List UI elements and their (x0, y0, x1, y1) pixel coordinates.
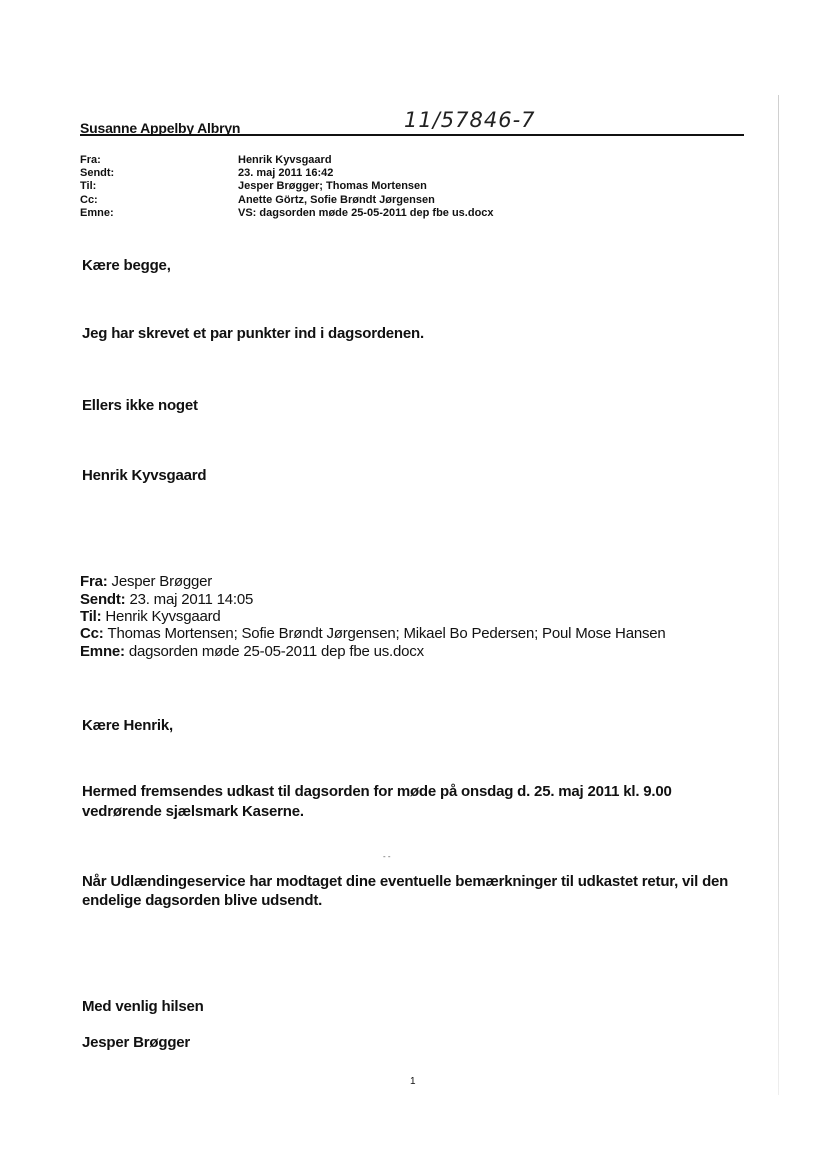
page-number: 1 (410, 1076, 416, 1087)
quoted-subject-value: dagsorden møde 25-05-2011 dep fbe us.docx (128, 643, 424, 660)
meta-from-value: Henrik Kyvsgaard (238, 154, 332, 166)
quoted-para-2-line-2: endelige dagsorden blive udsendt. (82, 892, 323, 909)
reply-signature: Henrik Kyvsgaard (82, 467, 207, 484)
meta-to-label: Til: (80, 180, 97, 192)
quoted-from-value: Jesper Brøgger (111, 573, 213, 590)
quoted-to-label: Til: (80, 608, 106, 625)
header-divider (80, 134, 744, 136)
quoted-to-value: Henrik Kyvsgaard (105, 608, 221, 625)
handwritten-case-number: 11/57846-7 (404, 108, 536, 132)
meta-cc-label: Cc: (80, 194, 98, 206)
scan-speck: - - (383, 852, 391, 861)
quoted-to-row (80, 608, 221, 625)
mailbox-owner-name: Susanne Appelby Albryn (80, 120, 241, 136)
quoted-cc-value: Thomas Mortensen; Sofie Brøndt Jørgensen; Mikael Bo Pedersen; Poul Mose Hansen (107, 625, 666, 642)
quoted-para-1-line-2: vedrørende sjælsmark Kaserne. (82, 803, 304, 820)
reply-line-2: Ellers ikke noget (82, 397, 198, 414)
meta-sent-value: 23. maj 2011 16:42 (238, 167, 334, 179)
quoted-signature: Jesper Brøgger (82, 1034, 191, 1051)
meta-sent-label: Sendt: (80, 167, 115, 179)
meta-cc-value: Anette Görtz, Sofie Brøndt Jørgensen (238, 194, 435, 206)
quoted-subject-row (80, 643, 424, 660)
quoted-from-row (80, 573, 212, 590)
quoted-greeting: Kære Henrik, (82, 717, 173, 734)
quoted-para-1-line-1: Hermed fremsendes udkast til dagsorden for møde på onsdag d. 25. maj 2011 kl. 9.00 (82, 783, 672, 800)
quoted-para-2-line-1: Når Udlændingeservice har modtaget dine eventuelle bemærkninger til udkastet retur, vil den (82, 873, 729, 890)
meta-to-value: Jesper Brøgger; Thomas Mortensen (238, 180, 427, 192)
quoted-subject-label: Emne: (80, 643, 129, 660)
meta-subject-value: VS: dagsorden møde 25-05-2011 dep fbe us.docx (238, 207, 494, 219)
quoted-closing: Med venlig hilsen (82, 998, 204, 1015)
quoted-sent-value: 23. maj 2011 14:05 (129, 591, 254, 608)
quoted-sent-row (80, 591, 253, 608)
meta-subject-label: Emne: (80, 207, 114, 219)
quoted-cc-label: Cc: (80, 625, 108, 642)
meta-from-label: Fra: (80, 154, 101, 166)
quoted-sent-label: Sendt: (80, 591, 130, 608)
reply-line-1: Jeg har skrevet et par punkter ind i dagsordenen. (82, 325, 424, 342)
scan-edge-line (778, 95, 779, 1095)
quoted-from-label: Fra: (80, 573, 112, 590)
quoted-cc-row (80, 625, 666, 642)
reply-greeting: Kære begge, (82, 257, 171, 274)
